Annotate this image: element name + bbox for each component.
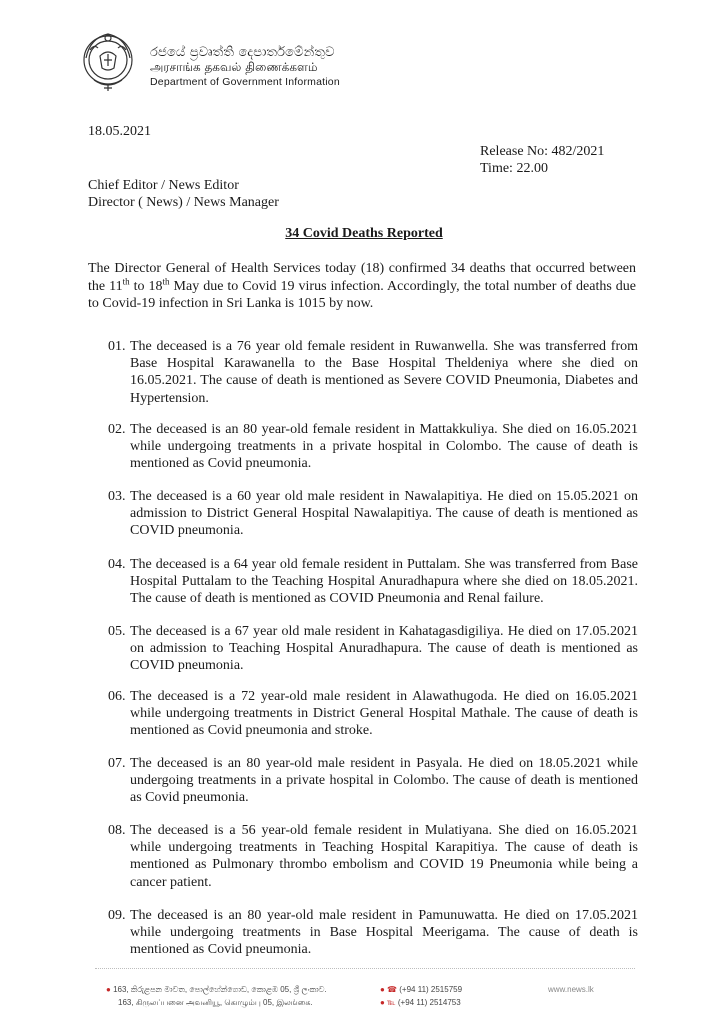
release-time: Time: 22.00 [480,161,548,176]
intro-part-2: to 18 [129,278,163,294]
item-text: The deceased is an 80 year-old male resident in Pamunuwatta. He died on 17.05.2021 while undergoing treatments in Base Hospital Meerigama. The cause of death is mentioned as Covid pneumonia. [130,908,638,958]
item-text: The deceased is a 72 year-old male resident in Alawathugoda. He died on 16.05.2021 while undergoing treatments in District General Hospital Mathale. The cause of death is mentioned as Covid pneumonia and stroke. [130,689,638,739]
release-number: Release No: 482/2021 [480,144,605,159]
intro-part-1: The Director General of Health Services today (18) confirmed 34 deaths that occurred between the 11 [88,261,636,294]
list-item [108,755,638,807]
list-item [108,907,638,959]
item-text: The deceased is an 80 year-old male resident in Pasyala. He died on 18.05.2021 while undergoing treatments in a private hospital in Colombo. The cause of death is mentioned as Covid pneumonia. [130,756,638,806]
phone-icon: ● ☎ [380,985,400,994]
item-number: 05. [108,624,126,639]
recipient-line-2: Director ( News) / News Manager [88,195,279,210]
item-number: 01. [108,339,126,354]
fax-icon: ● ℡ [380,998,398,1007]
item-text: The deceased is a 67 year old male resident in Kahatagasdigiliya. He died on 17.05.2021 on admission to Teaching Hospital Anuradhapura. The cause of death is mentioned as COVID pneumonia. [130,624,638,674]
footer-phone-2 [380,998,461,1007]
item-text: The deceased is a 56 year-old female resident in Mulatiyana. She died on 16.05.2021 while undergoing treatments in Teaching Hospital Karapitiya. The cause of death is mentioned as Pulmonary thrombo embolism and COVID 19 Pneumonia while being a cancer patient. [130,823,638,890]
footer-phone-1 [380,985,462,994]
phone-2-text: (+94 11) 2514753 [397,998,461,1007]
item-number: 04. [108,557,126,572]
list-item [108,556,638,608]
item-number: 09. [108,908,126,923]
department-heading [150,45,340,90]
footer-address-tamil: 163, கிருலப்பனை அவனியூ, கொழும்பு 05, இலங்கை. [118,998,313,1007]
item-text: The deceased is a 76 year old female resident in Ruwanwella. She was transferred from Base Hospital Karawanella to the Base Hospital Theldeniya where she died on 16.05.2021. The cause of death is mentioned as Severe COVID Pneumonia, Diabetes and Hypertension. [130,339,638,406]
document-title: 34 Covid Deaths Reported [285,226,443,241]
dept-name-sinhala: රජයේ ප්‍රවෘත්ති දෙපාර්තමේන්තුව [150,45,335,60]
item-number: 06. [108,689,126,704]
dept-name-english: Department of Government Information [150,76,340,88]
footer-divider [95,968,635,969]
dept-name-tamil: அரசாங்க தகவல் திணைக்களம் [150,60,318,74]
item-text: The deceased is a 60 year old male resident in Nawalapitiya. He died on 15.05.2021 on admission to District General Hospital Nawalapitiya. The cause of death is mentioned as COVID pneumonia. [130,489,638,539]
list-item [108,623,638,675]
list-item [108,421,638,473]
list-item [108,822,638,891]
recipient-line-1: Chief Editor / News Editor [88,178,239,193]
release-date: 18.05.2021 [88,124,151,139]
sri-lanka-emblem-icon [80,28,136,94]
item-text: The deceased is an 80 year-old female resident in Mattakkuliya. She died on 16.05.2021 while undergoing treatments in a private hospital in Colombo. The cause of death is mentioned as Covid pneumonia. [130,422,638,472]
intro-sup-1: th [122,275,130,286]
bullet-icon: ● [106,985,114,994]
item-number: 02. [108,422,126,437]
footer-address-sinhala [106,985,327,995]
address-sinhala-text: 163, කිරුළපන මාවත, පොල්හේන්ගොඩ, කොළඹ 05, ශ්‍රී ලංකාව. [113,985,327,994]
intro-paragraph [88,260,636,313]
item-number: 03. [108,489,126,504]
item-text: The deceased is a 64 year old female resident in Puttalam. She was transferred from Base Hospital Puttalam to the Teaching Hospital Anuradhapura where she died on 18.05.2021. The cause of death is mentioned as COVID Pneumonia and Renal failure. [130,557,638,607]
intro-part-3: May due to Covid 19 virus infection. Accordingly, the total number of deaths due to Covid-19 infection in Sri Lanka is 1015 by now. [88,278,637,312]
item-number: 07. [108,756,126,771]
list-item [108,338,638,407]
list-item [108,488,638,540]
intro-sup-2: th [162,275,170,286]
item-number: 08. [108,823,126,838]
phone-1-text: (+94 11) 2515759 [399,985,463,994]
footer-website: www.news.lk [548,985,594,994]
list-item [108,688,638,740]
